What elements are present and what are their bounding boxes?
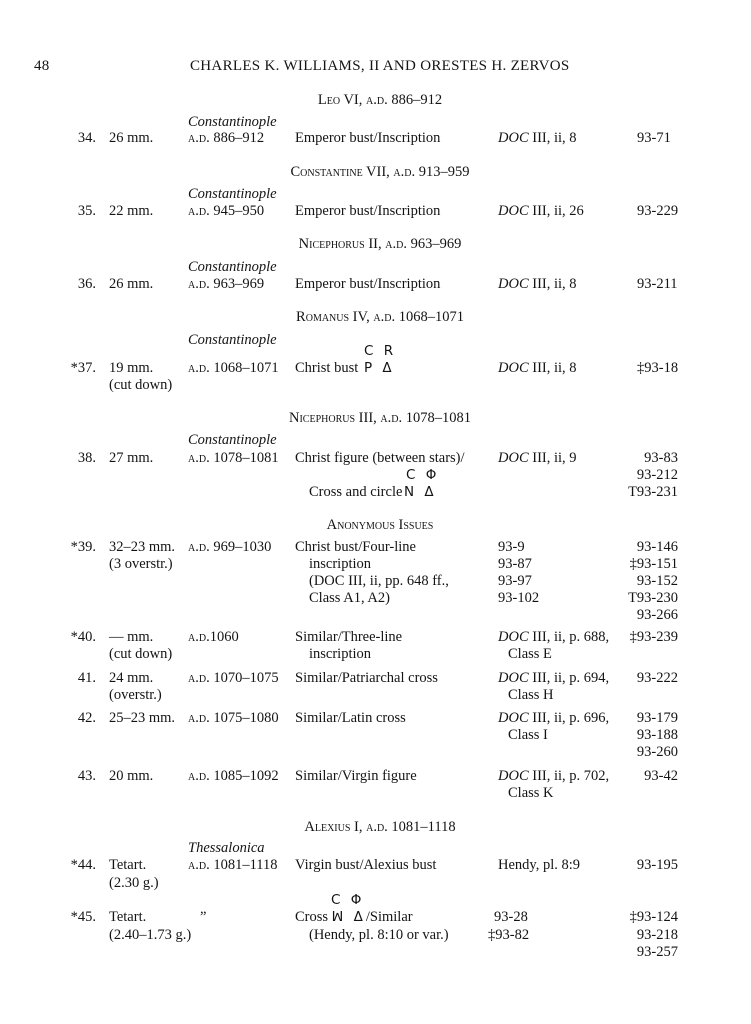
inventory-number: 93-218 [636,927,678,943]
reference: DOC III, ii, p. 696, [498,710,610,726]
date-range: a.d. 1075–1080 [188,710,279,726]
field-letters-bottom: P Δ [364,360,395,376]
coin-type: Christ bust [295,360,359,376]
inventory-number: 93-179 [636,710,678,726]
ruler-heading-constantine-vii: Constantine VII, a.d. 913–959 [290,164,470,180]
date-range: a.d. 1068–1071 [188,360,279,376]
field-letters-bottom: ꟽ Δ [331,909,366,925]
date-range: a.d. 1085–1092 [188,768,279,784]
date-range: a.d. 945–950 [188,203,265,219]
coin-denomination: Tetart. [109,909,147,925]
coin-size-note: (overstr.) [109,687,162,703]
coin-denomination: Tetart. [109,857,147,873]
catalogue-number: 41. [77,670,96,686]
coin-type: Christ bust/Four-line [295,539,416,555]
catalogue-number: *45. [70,909,96,925]
coin-size: — mm. [109,629,154,645]
reference: DOC III, ii, p. 694, [498,670,610,686]
catalogue-number: *37. [70,360,96,376]
coin-size: 19 mm. [109,360,154,376]
coin-size: 26 mm. [109,130,154,146]
coin-size-note: (cut down) [109,646,173,662]
field-letters-middle: C Φ [406,467,440,483]
coin-type: Virgin bust/Alexius bust [295,857,437,873]
coin-type-line: (DOC III, ii, pp. 648 ff., [309,573,449,589]
coin-size: 27 mm. [109,450,154,466]
field-letters-top: C Φ [331,892,365,908]
field-letters-bottom: N Δ [404,484,437,500]
coin-size: 32–23 mm. [109,539,176,555]
page-number: 48 [34,58,50,74]
ruler-heading-romanus-iv: Romanus IV, a.d. 1068–1071 [296,309,464,325]
ruler-heading-alexius-i: Alexius I, a.d. 1081–1118 [304,819,456,835]
reference: DOC III, ii, p. 702, [498,768,610,784]
catalogue-number: *40. [70,629,96,645]
coin-size: 20 mm. [109,768,154,784]
coin-type: Christ figure (between stars)/ [295,450,465,466]
inventory-number: 93-71 [637,130,671,146]
coin-type-line: Class A1, A2) [309,590,390,606]
inventory-number: 93-222 [636,670,678,686]
coin-type-line: inscription [309,646,372,662]
inventory-number: 93-266 [636,607,678,623]
reference: 93-102 [498,590,540,606]
reference: DOC III, ii, 9 [498,450,577,466]
inventory-number: ‡93-239 [629,629,678,645]
inventory-number: 93-257 [636,944,678,960]
inventory-number: 93-211 [637,276,678,292]
catalogue-number: 36. [77,276,96,292]
reference-class: Class E [508,646,552,662]
inventory-number: 93-42 [644,768,678,784]
coin-weight: (2.30 g.) [109,875,159,891]
reference: DOC III, ii, 8 [498,276,577,292]
catalogue-number: *39. [70,539,96,555]
coin-size: 22 mm. [109,203,154,219]
coin-weight: (2.40–1.73 g.) [109,927,192,943]
coin-type: Similar/Virgin figure [295,768,417,784]
inventory-number: 93-260 [636,744,678,760]
date-range: a.d. 1070–1075 [188,670,279,686]
coin-size-note: (cut down) [109,377,173,393]
reference: DOC III, ii, 8 [498,360,577,376]
reference: 93-97 [498,573,532,589]
catalogue-number: 34. [77,130,96,146]
ruler-heading-leo-vi: Leo VI, a.d. 886–912 [317,92,443,108]
coin-type-reverse: Cross and circle [309,484,403,500]
coin-type: Similar/Latin cross [295,710,406,726]
ruler-heading-nicephorus-iii: Nicephorus III, a.d. 1078–1081 [289,410,471,426]
coin-type: Similar/Patriarchal cross [295,670,438,686]
mint-name: Constantinople [188,114,277,130]
reference: Hendy, pl. 8:9 [498,857,581,873]
inventory-number: ‡93-18 [637,360,679,376]
catalogue-number: 42. [77,710,96,726]
coin-type: Cross ꟽ Δ/Similar [295,909,413,925]
coin-size: 25–23 mm. [109,710,176,726]
catalogue-number: 35. [77,203,96,219]
catalogue-number: 43. [77,768,96,784]
coin-type: Emperor bust/Inscription [295,130,441,146]
reference: DOC III, ii, 8 [498,130,577,146]
date-range: a.d. 886–912 [188,130,265,146]
catalogue-number: 38. [77,450,96,466]
inventory-number: 93-229 [637,203,679,219]
date-range: a.d. 969–1030 [188,539,272,555]
mint-name: Constantinople [188,332,277,348]
date-range: a.d. 963–969 [188,276,265,292]
field-letters-top: C R [364,343,397,359]
mint-name: Constantinople [188,186,277,202]
ruler-heading-nicephorus-ii: Nicephorus II, a.d. 963–969 [298,236,462,252]
reference: ‡93-82 [488,927,530,943]
coin-size-note: (3 overstr.) [109,556,173,572]
inventory-number: T93-231 [628,484,678,500]
ditto-mark: ” [200,909,207,925]
reference-class: Class I [508,727,548,743]
coin-type: Emperor bust/Inscription [295,276,441,292]
coin-type: Similar/Three-line [295,629,403,645]
inventory-number: 93-188 [636,727,678,743]
reference: 93-28 [494,909,528,925]
date-range: a.d. 1078–1081 [188,450,279,466]
coin-type-line: inscription [309,556,372,572]
reference: 93-87 [498,556,532,572]
mint-name: Constantinople [188,432,277,448]
inventory-number: ‡93-124 [629,909,678,925]
inventory-number: 93-146 [636,539,678,555]
inventory-number: 93-83 [644,450,678,466]
catalogue-number: *44. [70,857,96,873]
inventory-number: 93-195 [636,857,678,873]
coin-type: Emperor bust/Inscription [295,203,441,219]
reference: 93-9 [498,539,525,555]
date-range: a.d. 1081–1118 [188,857,278,873]
coin-type-note: (Hendy, pl. 8:10 or var.) [309,927,449,943]
reference-class: Class K [508,785,554,801]
date-range: a.d.1060 [188,629,239,645]
section-heading-anonymous: Anonymous Issues [326,517,434,533]
inventory-number: 93-152 [636,573,678,589]
reference-class: Class H [508,687,554,703]
coin-size: 26 mm. [109,276,154,292]
inventory-number: T93-230 [628,590,678,606]
mint-name: Constantinople [188,259,277,275]
reference: DOC III, ii, p. 688, [498,629,610,645]
reference: DOC III, ii, 26 [498,203,584,219]
inventory-number: ‡93-151 [629,556,678,572]
coin-size: 24 mm. [109,670,154,686]
running-title: CHARLES K. WILLIAMS, II AND ORESTES H. ZERVOS [190,58,570,74]
mint-name: Thessalonica [188,840,265,856]
inventory-number: 93-212 [636,467,678,483]
